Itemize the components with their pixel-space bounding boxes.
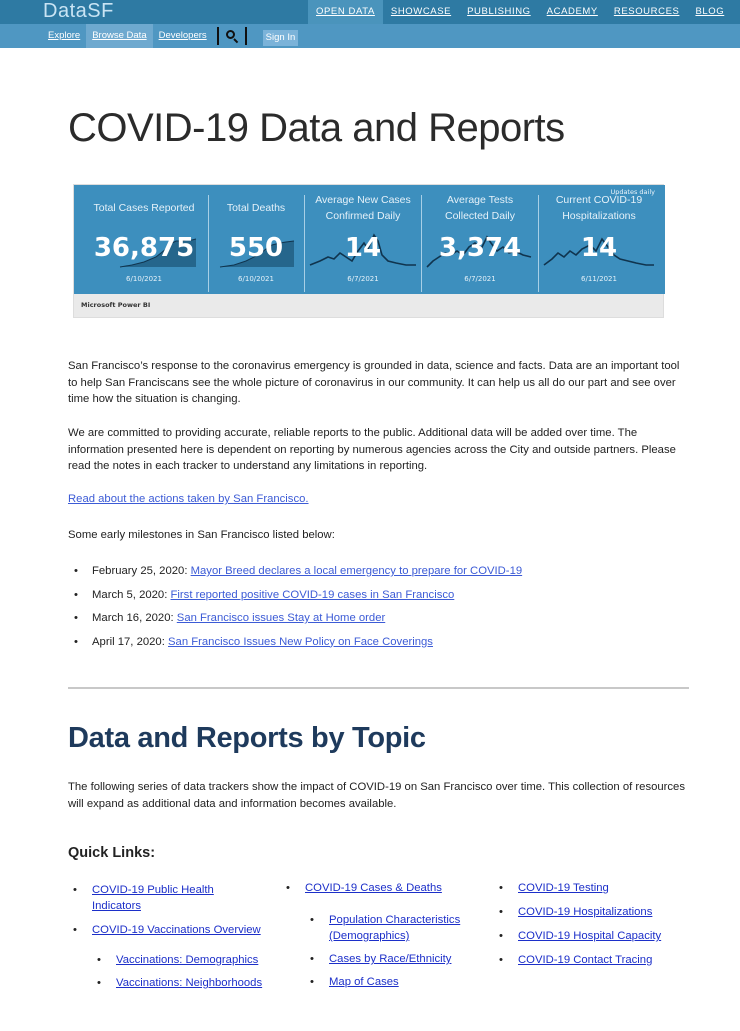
quick-links-column-2: [305, 880, 480, 998]
list-item: [329, 974, 480, 990]
quick-link[interactable]: COVID-19 Vaccinations Overview: [92, 924, 261, 936]
milestones-intro: Some early milestones in San Francisco listed below:: [68, 529, 335, 541]
sub-list: [329, 912, 480, 990]
tile-divider: [208, 195, 209, 292]
list-item: [92, 634, 522, 658]
tile-divider: [421, 195, 422, 292]
tile-date: 6/11/2021: [581, 275, 617, 283]
datasf-logo[interactable]: DataSF: [43, 0, 114, 22]
intro-paragraph-1: San Francisco’s response to the coronavirus emergency is grounded in data, science and facts. Data are an important tool to help San Franciscans see the whole picture of coronavirus in our community. It can help us all do our part and see over time how the situation is changing.: [68, 360, 680, 405]
milestone-link[interactable]: San Francisco issues Stay at Home order: [176, 612, 386, 624]
tile-total-deaths[interactable]: [210, 195, 302, 292]
tile-value: 14: [580, 233, 618, 263]
tile-date: 6/7/2021: [464, 275, 496, 283]
milestone-date: March 16, 2020:: [92, 612, 174, 624]
tile-current-hospitalizations[interactable]: [540, 195, 658, 292]
milestone-link[interactable]: San Francisco Issues New Policy on Face Coverings: [168, 635, 433, 648]
tile-date: 6/10/2021: [238, 275, 274, 283]
milestone-date: April 17, 2020:: [92, 635, 165, 648]
intro-paragraph-2: We are committed to providing accurate, reliable reports to the public. Additional data will be added over time. The information presented here is dependent on reporting by numerous agencies across the City and outside partners. Please read the notes in each tracker to understand any limitations in reporting.: [68, 427, 676, 472]
quick-link[interactable]: Cases by Race/Ethnicity: [329, 953, 452, 965]
tile-total-cases[interactable]: [82, 195, 206, 292]
nav-separator: [217, 27, 219, 45]
tile-date: 6/10/2021: [126, 275, 162, 283]
milestone-date: March 5, 2020:: [92, 588, 168, 601]
sub-list: [116, 952, 267, 991]
section-title: Data and Reports by Topic: [68, 722, 426, 754]
quick-link[interactable]: Map of Cases: [329, 976, 399, 988]
tile-label: Average New Cases: [315, 194, 411, 206]
list-item: [116, 952, 267, 968]
quick-link[interactable]: COVID-19 Hospitalizations: [518, 906, 653, 918]
nav-resources[interactable]: RESOURCES: [613, 6, 680, 17]
list-item: [518, 904, 693, 920]
section-divider: [68, 687, 689, 689]
milestone-link[interactable]: Mayor Breed declares a local emergency to prepare for COVID-19: [190, 565, 523, 577]
sub-nav-bar: [0, 24, 740, 48]
nav-blog[interactable]: BLOG: [695, 6, 725, 17]
list-item: [116, 975, 267, 991]
list-item: [92, 563, 522, 587]
list-item: [92, 587, 522, 611]
tile-date: 6/7/2021: [347, 275, 379, 283]
tile-value: 14: [344, 233, 382, 263]
list-item: [518, 952, 693, 968]
topics-description: The following series of data trackers show the impact of COVID-19 on San Francisco over time. This collection of resources will expand as additional data and information becomes available.: [68, 781, 685, 810]
quick-link[interactable]: Vaccinations: Demographics: [116, 954, 259, 966]
list-item: [518, 928, 693, 944]
list-item: [92, 882, 267, 914]
list-item: [518, 880, 693, 896]
quick-links-title: Quick Links:: [68, 845, 156, 861]
subnav-explore[interactable]: Explore: [48, 30, 81, 41]
tile-label: Hospitalizations: [562, 210, 636, 222]
tile-divider: [538, 195, 539, 292]
sign-in-button[interactable]: Sign In: [263, 30, 299, 46]
milestones-list: [92, 563, 522, 657]
nav-publishing[interactable]: PUBLISHING: [467, 6, 531, 17]
actions-paragraph: [68, 491, 690, 508]
tile-value: 3,374: [438, 233, 522, 263]
main-nav: [308, 0, 732, 24]
tile-label: Confirmed Daily: [325, 210, 401, 222]
search-icon[interactable]: [225, 29, 239, 43]
nav-separator: [245, 27, 247, 45]
quick-link[interactable]: Population Characteristics (Demographics): [329, 914, 461, 942]
tile-value: 550: [228, 233, 284, 263]
milestone-link[interactable]: First reported positive COVID-19 cases in San Francisco: [170, 588, 455, 601]
quick-link[interactable]: COVID-19 Cases & Deaths: [305, 882, 442, 894]
tile-label: Total Cases Reported: [93, 202, 195, 214]
list-item: [305, 880, 480, 990]
tile-label: Collected Daily: [444, 210, 516, 222]
updates-note: Updates daily: [610, 188, 655, 196]
tile-label: Total Deaths: [226, 202, 286, 214]
list-item: [92, 922, 267, 991]
tile-average-tests[interactable]: [423, 195, 537, 292]
actions-link[interactable]: Read about the actions taken by San Francisco.: [68, 493, 309, 505]
quick-link[interactable]: COVID-19 Hospital Capacity: [518, 930, 662, 942]
top-nav-bar: [0, 0, 740, 24]
tile-label: Average Tests: [446, 194, 514, 206]
tile-average-new-cases[interactable]: [306, 195, 420, 292]
page-title: COVID-19 Data and Reports: [68, 106, 565, 150]
quick-link[interactable]: COVID-19 Testing: [518, 882, 609, 894]
nav-academy[interactable]: ACADEMY: [546, 6, 598, 17]
dashboard-panel: [74, 185, 665, 294]
list-item: [329, 951, 480, 967]
tile-value: 36,875: [93, 233, 195, 263]
quick-link[interactable]: COVID-19 Contact Tracing: [518, 954, 653, 966]
nav-open-data[interactable]: OPEN DATA: [308, 0, 383, 24]
list-item: [92, 610, 522, 634]
power-bi-dashboard[interactable]: [73, 184, 664, 318]
sub-nav: [42, 24, 298, 48]
list-item: [329, 912, 480, 944]
tile-label: Current COVID-19: [555, 194, 643, 206]
quick-links-column-1: [92, 882, 267, 999]
quick-link[interactable]: COVID-19 Public Health Indicators: [92, 884, 214, 912]
quick-links-column-3: [518, 880, 693, 976]
milestone-date: February 25, 2020:: [92, 565, 188, 577]
subnav-developers[interactable]: Developers: [158, 30, 207, 41]
tile-divider: [304, 195, 305, 292]
nav-showcase[interactable]: SHOWCASE: [390, 6, 452, 17]
subnav-browse-data[interactable]: Browse Data: [86, 24, 152, 48]
power-bi-footer[interactable]: Microsoft Power BI: [81, 301, 151, 309]
quick-link[interactable]: Vaccinations: Neighborhoods: [116, 977, 263, 989]
